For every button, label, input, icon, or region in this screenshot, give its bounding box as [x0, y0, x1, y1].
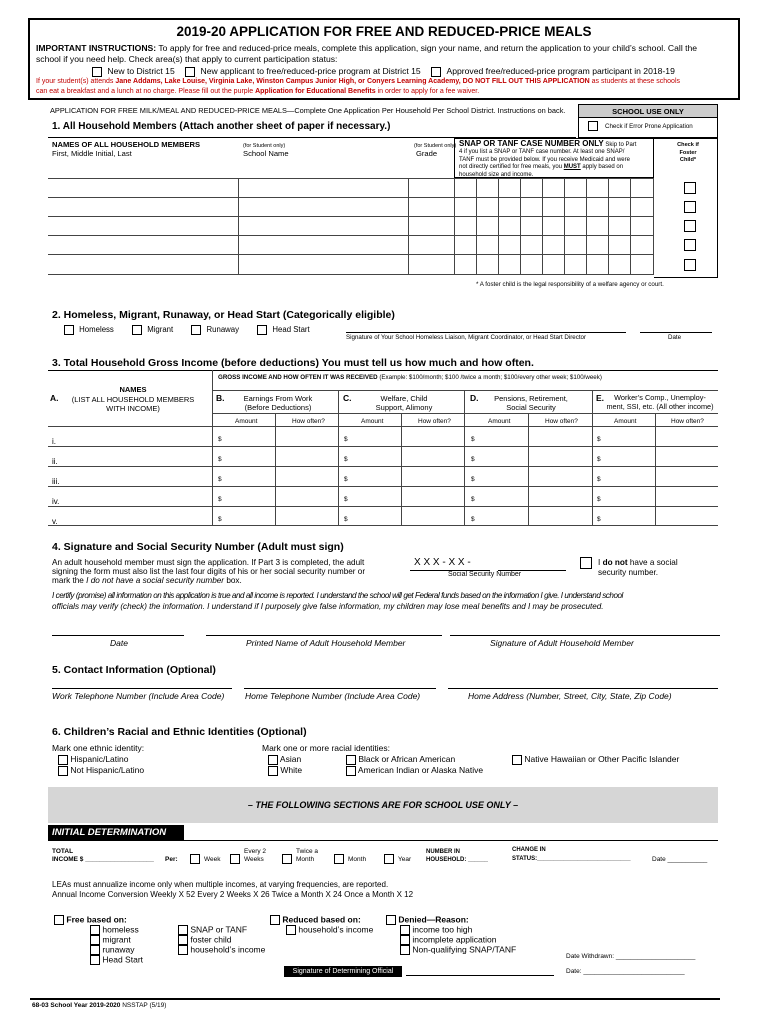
household-names-header: NAMES OF ALL HOUSEHOLD MEMBERS	[52, 140, 201, 149]
section-2-title: 2. Homeless, Migrant, Runaway, or Head Start (Categorically eligible)	[52, 309, 395, 321]
foster-checkbox-5[interactable]	[684, 259, 696, 271]
per-year-label: Year	[398, 856, 412, 863]
certify-line-1: I certify (promise) all information on this application is true and all income is reported. I understand the school will get Federal funds based on the information I give. I understand school	[52, 591, 623, 600]
free-runaway-label: runaway	[102, 944, 135, 955]
certify-line-2: officials may verify (check) the information. I understand if I purposely give false information, my children may lose meal benefits and I may be prosecuted.	[52, 601, 604, 611]
dollar-d-1: $	[471, 436, 475, 443]
new-applicant-label: New applicant to free/reduced-price program at District 15	[200, 66, 421, 76]
lea-note: LEAs must annualize income only when multiple incomes, at varying frequencies, are reported.	[52, 880, 389, 889]
racial-header: Mark one or more racial identities:	[262, 743, 391, 753]
dollar-c-4: $	[344, 496, 348, 503]
s4-line-3a: mark the	[52, 576, 87, 585]
home-address-label: Home Address (Number, Street, City, State, Zip Code)	[468, 691, 672, 701]
amount-header-b: Amount	[235, 418, 258, 425]
native-american-label: American Indian or Alaska Native	[357, 765, 484, 775]
red-notice-schools: Jane Addams, Lake Louise, Virginia Lake, Winston Campus Junior High, or Conyers Learning Academy, DO NOT FILL OUT THIS APPLICATION	[115, 78, 590, 85]
col-a-letter: A.	[50, 393, 59, 403]
asian-checkbox[interactable]	[268, 755, 278, 765]
denied-group	[386, 915, 516, 955]
approved-participant-label: Approved free/reduced-price program participant in 2018-19	[446, 66, 675, 76]
snap-line-4b: apply based on	[580, 164, 624, 171]
free-snap-checkbox[interactable]	[178, 925, 188, 935]
free-runaway-checkbox[interactable]	[90, 945, 100, 955]
s4-line-2: signing the form must also list the last four digits of his or her social security number or	[52, 567, 366, 576]
no-ssn-d: security number.	[598, 567, 659, 577]
per-every2-label	[244, 848, 266, 864]
instructions	[36, 43, 736, 65]
col-c-letter: C.	[343, 393, 352, 403]
categorical-options	[64, 325, 310, 335]
ethnic-group	[52, 743, 144, 776]
household-names-sub: First, Middle Initial, Last	[52, 149, 132, 158]
col-b-1: Earnings From Work	[243, 394, 313, 403]
snap-header-title: SNAP OR TANF CASE NUMBER ONLY	[459, 139, 604, 148]
ethnic-header: Mark one ethnic identity:	[52, 743, 145, 753]
homeless-label: Homeless	[79, 325, 114, 335]
no-ssn-c: have a social	[627, 558, 678, 567]
initial-determination-title: INITIAL DETERMINATION	[48, 825, 184, 841]
black-checkbox[interactable]	[346, 755, 356, 765]
section-4-instructions	[52, 558, 365, 585]
adult-signature-line[interactable]	[450, 635, 720, 636]
dollar-col-c	[344, 430, 348, 530]
col-d-letter: D.	[470, 393, 479, 403]
foster-2: Foster	[679, 149, 697, 156]
twice-1: Twice a	[296, 848, 319, 855]
no-ssn-checkbox[interactable]	[580, 557, 592, 569]
reduced-checkbox[interactable]	[270, 915, 280, 925]
dollar-e-3: $	[597, 476, 601, 483]
school-use-banner: – THE FOLLOWING SECTIONS ARE FOR SCHOOL USE ONLY –	[48, 787, 718, 823]
signature-official-label: Signature of Determining Official	[284, 966, 402, 977]
col-d-1: Pensions, Retirement,	[494, 394, 568, 403]
names-sub-2: WITH INCOME)	[106, 404, 160, 413]
free-checkbox[interactable]	[54, 915, 64, 925]
change-2: STATUS:____________________________	[512, 856, 631, 862]
white-checkbox[interactable]	[268, 766, 278, 776]
per-week-checkbox[interactable]	[190, 854, 200, 864]
col-e-letter: E.	[596, 393, 605, 403]
new-to-district-label: New to District 15	[107, 66, 175, 76]
twice-2: Month	[296, 856, 315, 863]
application-line: APPLICATION FOR FREE MILK/MEAL AND REDUCED-PRICE MEALS—Complete One Application Per Household Per School District. Instructions on back.	[50, 106, 566, 115]
gross-income-title: GROSS INCOME AND HOW OFTEN IT WAS RECEIVED	[218, 374, 378, 381]
no-ssn-a: I	[598, 558, 603, 567]
free-homeless-checkbox[interactable]	[90, 925, 100, 935]
dollar-b-3: $	[218, 476, 222, 483]
dollar-c-5: $	[344, 516, 348, 523]
snap-header-text	[459, 140, 636, 179]
printed-name-line[interactable]	[206, 635, 442, 636]
denied-incomplete-label: incomplete application	[412, 934, 497, 945]
footer-nsstap: NSSTAP (5/19)	[120, 1002, 167, 1009]
student-only-label-1: (for Student only)	[243, 143, 286, 149]
headstart-checkbox[interactable]	[257, 325, 267, 335]
per-label: Per:	[165, 856, 178, 863]
change-1: CHANGE IN	[512, 847, 546, 853]
free-headstart-label: Head Start	[102, 954, 144, 965]
official-date: Date: ____________________________	[566, 968, 685, 975]
free-headstart-checkbox[interactable]	[90, 955, 100, 965]
dollar-col-b	[218, 430, 222, 530]
not-hispanic-checkbox[interactable]	[58, 766, 68, 776]
names-sub-1: (LIST ALL HOUSEHOLD MEMBERS	[71, 394, 195, 404]
instructions-text-2: school if you need help. Check area(s) that apply to current participation status:	[36, 54, 338, 64]
section-5-title: 5. Contact Information (Optional)	[52, 664, 216, 676]
page-title: 2019-20 APPLICATION FOR FREE AND REDUCED-PRICE MEALS	[176, 24, 592, 39]
names-header: NAMES	[119, 385, 147, 394]
work-phone-label: Work Telephone Number (Include Area Code)	[52, 691, 225, 701]
foster-checkbox-3[interactable]	[684, 220, 696, 232]
reduced-header: Reduced based on:	[282, 914, 361, 925]
denied-header: Denied—Reason:	[398, 914, 469, 925]
approved-participant-checkbox[interactable]	[431, 67, 441, 77]
how-often-header-b: How often?	[292, 418, 325, 425]
sig-date-label: Date	[110, 638, 128, 648]
annualize-note	[52, 880, 413, 900]
foster-checkbox-1[interactable]	[684, 182, 696, 194]
dollar-c-1: $	[344, 436, 348, 443]
dollar-c-2: $	[344, 456, 348, 463]
col-b-letter: B.	[216, 393, 225, 403]
hispanic-checkbox[interactable]	[58, 755, 68, 765]
col-c-1: Welfare, Child	[380, 394, 428, 403]
new-to-district-checkbox[interactable]	[92, 67, 102, 77]
not-hispanic-label: Not Hispanic/Latino	[70, 765, 145, 775]
household-number-label	[426, 848, 488, 864]
every2-2: Weeks	[244, 856, 264, 863]
snap-line-4a: not directly certified for free meals, you	[459, 164, 564, 171]
dollar-e-1: $	[597, 436, 601, 443]
per-every2-checkbox[interactable]	[230, 854, 240, 864]
foster-checkbox-4[interactable]	[684, 239, 696, 251]
official-signature-line[interactable]	[406, 975, 554, 976]
red-notice-app-name: Application for Educational Benefits	[255, 88, 376, 95]
error-prone-label: Check if Error Prone Application	[605, 123, 693, 130]
s4-line-3c: box.	[224, 576, 242, 585]
migrant-checkbox[interactable]	[132, 325, 142, 335]
free-based-group	[54, 915, 143, 965]
homeless-checkbox[interactable]	[64, 325, 74, 335]
instructions-label: IMPORTANT INSTRUCTIONS:	[36, 43, 157, 53]
red-notice	[36, 77, 736, 97]
snap-must: MUST	[563, 164, 581, 171]
col-e-1: Worker’s Comp., Unemploy-	[614, 393, 706, 402]
footer-code	[32, 1002, 166, 1009]
printed-name-label: Printed Name of Adult Household Member	[246, 638, 406, 648]
grade-header: Grade	[416, 149, 438, 158]
white-label: White	[280, 765, 303, 775]
pacific-islander-checkbox[interactable]	[512, 755, 522, 765]
dollar-b-2: $	[218, 456, 222, 463]
dollar-d-5: $	[471, 516, 475, 523]
migrant-label: Migrant	[147, 325, 174, 335]
denied-snap-checkbox[interactable]	[400, 945, 410, 955]
col-c-2: Support, Alimony	[375, 403, 433, 412]
error-prone-checkbox[interactable]	[588, 121, 598, 131]
dollar-col-d	[471, 430, 475, 530]
change-date-label: Date ___________	[652, 856, 708, 863]
runaway-label: Runaway	[206, 325, 240, 335]
s4-line-1: An adult household member must sign the application. If Part 3 is completed, the adult	[52, 558, 365, 567]
income-row-3-label: iii.	[52, 477, 60, 486]
asian-label: Asian	[279, 754, 302, 764]
free-foster-label: foster child	[190, 934, 232, 945]
every2-1: Every 2	[244, 848, 267, 855]
red-notice-2a: can eat a breakfast and a lunch at no charge. Please fill out the purple	[36, 88, 256, 95]
free-migrant-label: migrant	[102, 934, 131, 945]
dollar-b-4: $	[218, 496, 222, 503]
free-based-group-2	[178, 925, 265, 955]
home-phone-label: Home Telephone Number (Include Area Code)	[245, 691, 421, 701]
work-phone-line[interactable]	[52, 688, 232, 689]
home-phone-line[interactable]	[244, 688, 436, 689]
snap-line-3: TANF must be provided below. If you receive Medicaid and were	[459, 156, 630, 163]
conversion-note: Annual Income Conversion Weekly X 52 Every 2 Weeks X 26 Twice a Month X 24 Once a Month X 12	[52, 890, 414, 899]
per-year-checkbox[interactable]	[384, 854, 394, 864]
dollar-e-5: $	[597, 516, 601, 523]
col-d-2: Social Security	[506, 403, 556, 412]
ssn-mask: X X X - X X -	[414, 557, 471, 568]
native-american-checkbox[interactable]	[346, 766, 356, 776]
liaison-signature-label: Signature of Your School Homeless Liaison, Migrant Coordinator, or Head Start Director	[346, 334, 587, 341]
reduced-group	[270, 915, 373, 935]
section-3-title: 3. Total Household Gross Income (before deductions) You must tell us how much and how often.	[52, 357, 534, 369]
per-month-label: Month	[348, 856, 367, 863]
col-e-2: ment, SSI, etc. (All other income)	[606, 401, 714, 411]
racial-group-3	[512, 754, 679, 765]
dollar-b-5: $	[218, 516, 222, 523]
hispanic-label: Hispanic/Latino	[70, 754, 129, 764]
home-address-line[interactable]	[448, 688, 718, 689]
total-label: TOTAL	[52, 848, 74, 855]
new-applicant-checkbox[interactable]	[185, 67, 195, 77]
section-4-title: 4. Signature and Social Security Number (Adult must sign)	[52, 541, 344, 553]
free-income-checkbox[interactable]	[178, 945, 188, 955]
certification-text	[52, 591, 722, 612]
dollar-b-1: $	[218, 436, 222, 443]
denied-snap-label: Non-qualifying SNAP/TANF	[412, 944, 517, 955]
snap-line-2: 4 if you list a SNAP or TANF case number. At least one SNAP/	[459, 149, 625, 156]
runaway-checkbox[interactable]	[191, 325, 201, 335]
free-snap-label: SNAP or TANF	[190, 924, 248, 935]
section-1-title: 1. All Household Members (Attach another sheet of paper if necessary.)	[52, 121, 391, 132]
liaison-signature-line[interactable]	[346, 332, 626, 333]
amount-header-c: Amount	[361, 418, 384, 425]
dollar-e-2: $	[597, 456, 601, 463]
sig-date-line[interactable]	[52, 635, 184, 636]
amount-header-e: Amount	[614, 418, 637, 425]
income-row-labels	[52, 432, 60, 532]
snap-line-5: household size and income.	[459, 171, 534, 178]
no-ssn-label	[598, 558, 678, 577]
school-name-header: School Name	[243, 149, 289, 158]
denied-checkbox[interactable]	[386, 915, 396, 925]
per-month-checkbox[interactable]	[334, 854, 344, 864]
black-label: Black or African American	[358, 754, 456, 764]
dollar-col-e	[597, 430, 601, 530]
red-notice-1c: as students at these schools	[589, 78, 680, 85]
no-ssn-b: do not	[602, 558, 628, 567]
s4-line-3b: I do not have a social security number	[86, 576, 225, 585]
how-often-header-e: How often?	[671, 418, 704, 425]
free-income-label: household’s income	[190, 944, 266, 955]
gross-income-example: (Example: $100/month; $100 /twice a month; $100/every other week; $100/week)	[377, 374, 602, 381]
income-row-2-label: ii.	[52, 457, 58, 466]
dollar-d-4: $	[471, 496, 475, 503]
free-foster-checkbox[interactable]	[178, 935, 188, 945]
per-week-label: Week	[204, 856, 221, 863]
foster-1: Check if	[677, 142, 699, 148]
participation-options	[92, 66, 675, 77]
income-label: INCOME $ ___________________	[52, 856, 154, 863]
how-often-header-c: How often?	[418, 418, 451, 425]
num-in-2: HOUSEHOLD: ______	[426, 857, 489, 863]
household-grid	[48, 178, 654, 276]
adult-signature-label: Signature of Adult Household Member	[490, 638, 634, 648]
denied-too-high-label: income too high	[412, 924, 473, 935]
per-twice-checkbox[interactable]	[282, 854, 292, 864]
date-withdrawn: Date Withdrawn: ______________________	[566, 953, 696, 960]
red-notice-2c: in order to apply for a fee waiver.	[375, 88, 480, 95]
total-income-label	[52, 848, 154, 864]
dollar-c-3: $	[344, 476, 348, 483]
amount-header-d: Amount	[488, 418, 511, 425]
headstart-label: Head Start	[272, 325, 310, 335]
foster-checkbox-2[interactable]	[684, 201, 696, 213]
reduced-income-checkbox[interactable]	[286, 925, 296, 935]
dollar-e-4: $	[597, 496, 601, 503]
student-only-label-2: (for Student only)	[414, 143, 457, 149]
ssn-label: Social Security Number	[448, 571, 522, 578]
liaison-date-line[interactable]	[640, 332, 712, 333]
denied-too-high-checkbox[interactable]	[400, 925, 410, 935]
income-row-1-label: i.	[52, 437, 56, 446]
income-row-4-label: iv.	[52, 497, 60, 506]
per-twice-label	[296, 848, 318, 864]
liaison-date-label: Date	[668, 334, 682, 341]
income-grid	[48, 370, 718, 526]
section-6-title: 6. Children’s Racial and Ethnic Identities (Optional)	[52, 726, 307, 738]
red-notice-1a: If your student(s) attends	[36, 78, 116, 85]
dollar-d-2: $	[471, 456, 475, 463]
num-in-1: NUMBER IN	[426, 849, 460, 855]
foster-footnote: * A foster child is the legal responsibility of a welfare agency or court.	[476, 281, 664, 288]
snap-skip: Skip to Part	[603, 142, 637, 148]
footer-school-year: 68-03 School Year 2019-2020	[32, 1002, 121, 1009]
col-b-2: (Before Deductions)	[244, 403, 312, 412]
denied-incomplete-checkbox[interactable]	[400, 935, 410, 945]
how-often-header-d: How often?	[545, 418, 578, 425]
change-status-label	[512, 846, 631, 864]
school-use-only-header: SCHOOL USE ONLY	[578, 104, 718, 118]
income-row-5-label: v.	[52, 517, 58, 526]
free-header: Free based on:	[66, 914, 127, 925]
dollar-d-3: $	[471, 476, 475, 483]
racial-group-2	[346, 754, 483, 776]
pacific-islander-label: Native Hawaiian or Other Pacific Islander	[524, 754, 680, 764]
foster-3: Child*	[679, 157, 697, 163]
reduced-income-label: household’s income	[298, 924, 374, 935]
instructions-text: To apply for free and reduced-price meals, complete this application, sign your name, and return the application to your child’s school. Call the	[158, 43, 698, 53]
free-homeless-label: homeless	[102, 924, 139, 935]
free-migrant-checkbox[interactable]	[90, 935, 100, 945]
